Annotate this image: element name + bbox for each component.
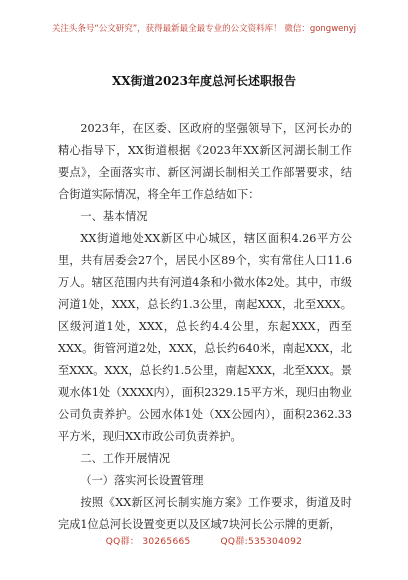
river-chief-paragraph: 按照《XX新区河长制实施方案》工作要求，街道及时完成1位总河长设置变更以及区域7块河长公示牌的更新， [58, 496, 352, 531]
section-heading-basic-info: 一、基本情况 [80, 210, 148, 223]
header-banner: 关注头条号“公文研究”，获得最新最全最专业的公文资料库！ 微信：gongwenyj [51, 24, 357, 34]
section-heading-work: 二、工作开展情况 [80, 452, 170, 465]
subsection-heading-river-chief: （一）落实河长设置管理 [80, 474, 204, 487]
basic-info-paragraph: XX街道地处XX新区中心城区，辖区面积4.26平方公里，共有居委会27个，居民小区89个，实有常住人口11.6万人。辖区范围内共有河道4条和小微水体2处。其中，市级河道1处，XXX，总长约1.3公里，南起XXX，北至XXX。区级河道1处，XXX，总长约4.4公里，东起XXX，西至XXX。街管河道2处，XXX，总长约640米，南起XXX，北至XXX。XXX，总长约1.5公里，南起XXX，北至XXX。景观水体1处（XXXX内），面积2329.15平方米，现归由物业公司负责养护。公园水体1处（XX公园内），面积2362.33平方米，现归XX市政公司负责养护。 [58, 232, 352, 443]
footer-contact [0, 534, 408, 547]
document-body [58, 118, 352, 536]
document-title: XX街道2023年度总河长述职报告 [111, 74, 297, 88]
footer-qq-group-1: QQ群： 30265665 [105, 537, 191, 547]
footer-qq-group-2: QQ群:535304092 [220, 537, 303, 547]
intro-paragraph: 2023年，在区委、区政府的坚强领导下，区河长办的精心指导下，XX街道根据《2023年XX新区河湖长制工作要点》，全面落实市、新区河湖长制相关工作部署要求，结合街道实际情况，将全年工作总结如下： [58, 122, 352, 201]
